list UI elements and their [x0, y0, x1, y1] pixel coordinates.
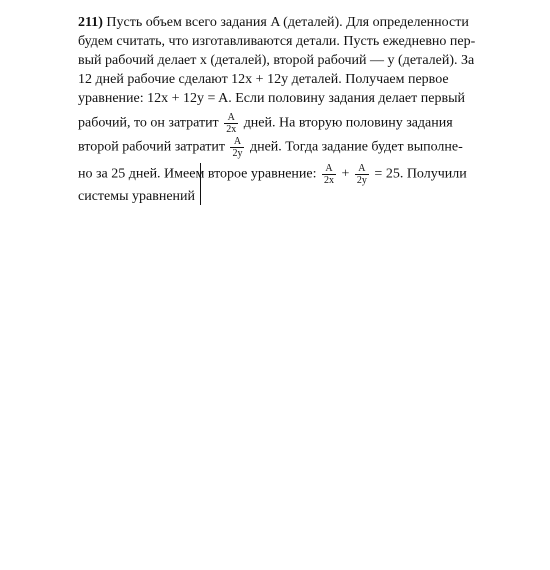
text-line-8: но за 25 дней. Имеем второе уравнение: $\frac{A}{2x}$ + $\frac{A}{2y}$ = 25. Получили	[78, 163, 467, 186]
text-line-3: вый рабочий делает x (деталей), второй рабочий — y (деталей). За	[78, 53, 475, 68]
text-line-6: рабочий, то он затратит $\frac{A}{2x}$ дней. На вторую половину задания	[78, 112, 453, 135]
text-line-4: 12 дней рабочие сделают 12x + 12y деталей. Получаем первое	[78, 72, 449, 87]
text-line-5: уравнение: 12x + 12y = A. Если половину задания делает первый	[78, 91, 465, 106]
problem-number: 211)	[78, 15, 103, 30]
fraction-a-2y: $\frac{A}{2y}$	[232, 136, 243, 159]
fraction-a-2x: $\frac{A}{2x}$	[226, 112, 237, 135]
text-line-7: второй рабочий затратит $\frac{A}{2y}$ дней. Тогда задание будет выполне-	[78, 136, 463, 159]
text-line-1: 211) Пусть объем всего задания A (деталей). Для определенности	[78, 15, 469, 30]
system-line: системы уравнений	[78, 189, 196, 204]
text-line-2: будем считать, что изготавливаются детали. Пусть ежедневно пер-	[78, 34, 476, 49]
system-brace	[200, 163, 209, 205]
